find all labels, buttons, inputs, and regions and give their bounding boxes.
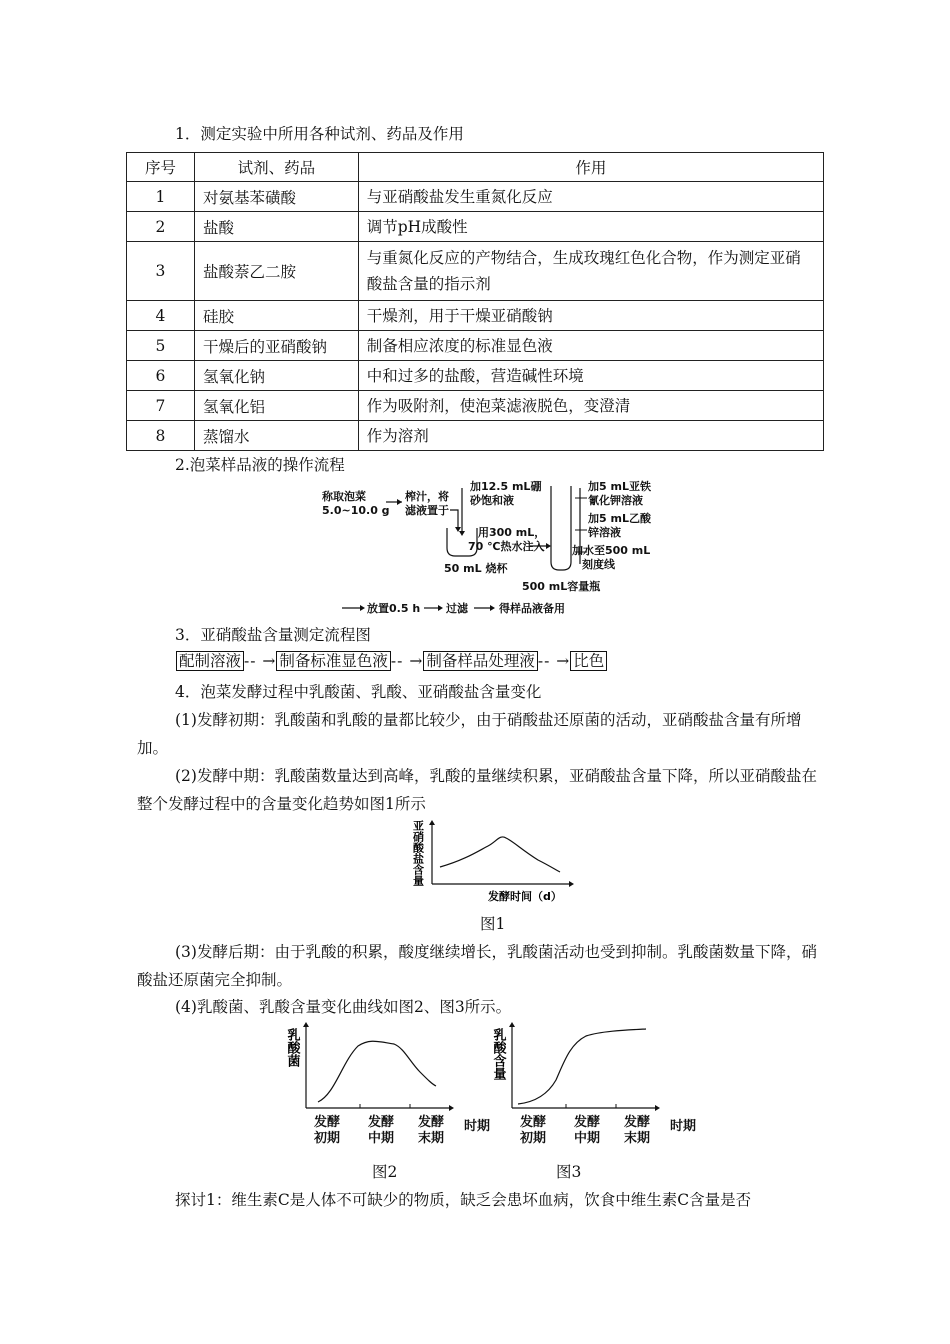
section-3-heading: 3．亚硝酸盐含量测定流程图 xyxy=(175,626,371,644)
beaker-label: 50 mL 烧杯 xyxy=(444,562,508,575)
figure-1-caption: 图1 xyxy=(480,915,506,933)
table-cell: 盐酸萘乙二胺 xyxy=(194,242,358,301)
reagents-table xyxy=(126,152,824,451)
figure-3-chart xyxy=(486,1022,726,1156)
table-cell: 与重氮化反应的产物结合，生成玫瑰红色化合物，作为测定亚硝酸盐含量的指示剂 xyxy=(358,242,823,301)
measurement-flow xyxy=(176,649,607,671)
table-cell: 7 xyxy=(127,391,195,421)
filter-label: 过滤 xyxy=(446,602,468,615)
ferro-label-2: 氰化钾溶液 xyxy=(588,494,643,507)
table-cell: 8 xyxy=(127,421,195,451)
table-header-cell: 试剂、药品 xyxy=(194,153,358,182)
table-row xyxy=(127,182,824,212)
table-cell: 6 xyxy=(127,361,195,391)
section-1-heading: 1．测定实验中所用各种试剂、药品及作用 xyxy=(175,125,464,143)
discussion-text: 探讨1：维生素C是人体不可缺少的物质，缺乏会患坏血病，饮食中维生素C含量是否 xyxy=(175,1191,752,1209)
table-cell: 硅胶 xyxy=(194,301,358,331)
x-tick-label: 末期 xyxy=(624,1131,651,1146)
lactobacillus-curve xyxy=(318,1041,436,1102)
fill-label: 加水至500 mL xyxy=(572,544,651,557)
zinc-label: 加5 mL乙酸 xyxy=(588,512,651,525)
x-axis-label: 时期 xyxy=(670,1119,697,1134)
table-cell: 4 xyxy=(127,301,195,331)
flow-arrow: -- → xyxy=(244,652,277,670)
weigh-amount: 5.0~10.0 g xyxy=(322,504,390,517)
table-cell: 盐酸 xyxy=(194,212,358,242)
weigh-label: 称取泡菜 xyxy=(322,490,366,503)
fig2-ylabel: 乳酸菌 xyxy=(284,1028,300,1067)
zinc-label-2: 锌溶液 xyxy=(588,526,621,539)
arrowhead xyxy=(546,543,551,549)
x-tick-label: 初期 xyxy=(520,1131,547,1146)
y-axis-arrow xyxy=(509,1022,515,1027)
arrowhead xyxy=(490,605,495,611)
flow-arrow: -- → xyxy=(537,652,571,670)
table-cell: 对氨基苯磺酸 xyxy=(194,182,358,212)
table-cell: 氢氧化钠 xyxy=(194,361,358,391)
borax-label: 加12.5 mL硼 xyxy=(470,480,542,493)
table-cell: 2 xyxy=(127,212,195,242)
x-axis-arrow xyxy=(569,881,574,887)
table-row xyxy=(127,301,824,331)
x-tick-label: 发酵 xyxy=(314,1115,341,1130)
table-cell: 1 xyxy=(127,182,195,212)
table-cell: 调节pH成酸性 xyxy=(358,212,823,242)
x-tick-label: 初期 xyxy=(314,1131,341,1146)
water-label: 用300 mL， xyxy=(478,526,546,539)
ferro-label: 加5 mL亚铁 xyxy=(588,480,651,493)
arrowhead xyxy=(459,531,465,536)
result-label: 得样品液备用 xyxy=(499,602,565,615)
fig3-ylabel: 乳酸含量 xyxy=(490,1028,506,1080)
figure-2-caption: 图2 xyxy=(372,1163,398,1181)
y-axis-arrow xyxy=(303,1022,309,1027)
figure-1-chart xyxy=(410,820,580,912)
table-cell: 与亚硝酸盐发生重氮化反应 xyxy=(358,182,823,212)
table-cell: 干燥后的亚硝酸钠 xyxy=(194,331,358,361)
section-4-heading: 4．泡菜发酵过程中乳酸菌、乳酸、亚硝酸盐含量变化 xyxy=(175,683,542,701)
borax-label-2: 砂饱和液 xyxy=(470,494,514,507)
flask-label: 500 mL容量瓶 xyxy=(522,580,601,593)
x-axis-arrow xyxy=(449,1105,454,1111)
flow-step: 比色 xyxy=(570,651,607,671)
table-row xyxy=(127,331,824,361)
table-cell: 作为吸附剂，使泡菜滤液脱色，变澄清 xyxy=(358,391,823,421)
figure-3-caption: 图3 xyxy=(556,1163,582,1181)
x-axis-arrow xyxy=(655,1105,660,1111)
juice-label: 榨汁，将 xyxy=(405,490,449,503)
table-cell: 5 xyxy=(127,331,195,361)
table-cell: 制备相应浓度的标准显色液 xyxy=(358,331,823,361)
y-axis-arrow xyxy=(429,820,435,825)
paragraph-curves: (4)乳酸菌、乳酸含量变化曲线如图2、图3所示。 xyxy=(175,998,512,1016)
arrowhead xyxy=(397,499,402,505)
x-tick-label: 发酵 xyxy=(624,1115,651,1130)
flask-icon xyxy=(551,486,571,570)
table-header-cell: 作用 xyxy=(358,153,823,182)
flow-step: 制备标准显色液 xyxy=(276,651,391,671)
fig1-xlabel: 发酵时间（d） xyxy=(488,890,562,903)
table-row xyxy=(127,212,824,242)
flow-arrow: -- → xyxy=(390,652,424,670)
rest-label: 放置0.5 h xyxy=(367,602,421,615)
juice-label-2: 滤液置于 xyxy=(405,504,449,517)
paragraph-early-stage: (1)发酵初期：乳酸菌和乳酸的量都比较少，由于硝酸盐还原菌的活动，亚硝酸盐含量有所增加。 xyxy=(137,711,802,757)
fig1-ylabel: 亚硝酸盐含量 xyxy=(411,820,425,886)
x-tick-label: 发酵 xyxy=(520,1115,547,1130)
table-header-cell: 序号 xyxy=(127,153,195,182)
water-label-2: 70 ℃热水注入 xyxy=(468,540,545,553)
nitrite-curve xyxy=(440,837,560,872)
x-tick-label: 中期 xyxy=(368,1131,395,1146)
x-tick-label: 末期 xyxy=(418,1131,445,1146)
paragraph-middle-stage: (2)发酵中期：乳酸菌数量达到高峰，乳酸的量继续积累，亚硝酸盐含量下降，所以亚硝酸盐在整个发酵过程中的含量变化趋势如图1所示 xyxy=(137,767,817,813)
table-row xyxy=(127,391,824,421)
table-cell: 中和过多的盐酸，营造碱性环境 xyxy=(358,361,823,391)
flow-step: 配制溶液 xyxy=(176,651,244,671)
table-row xyxy=(127,421,824,451)
fill-label-2: 刻度线 xyxy=(582,558,615,571)
x-tick-label: 中期 xyxy=(574,1131,601,1146)
lactic-acid-curve xyxy=(518,1029,646,1104)
paragraph-late-stage: (3)发酵后期：由于乳酸的积累，酸度继续增长，乳酸菌活动也受到抑制。乳酸菌数量下降，硝酸盐还原菌完全抑制。 xyxy=(137,943,817,989)
x-tick-label: 发酵 xyxy=(574,1115,601,1130)
sample-flow-diagram xyxy=(310,478,680,616)
flow-step: 制备样品处理液 xyxy=(423,651,538,671)
arrowhead xyxy=(360,605,365,611)
x-tick-label: 发酵 xyxy=(418,1115,445,1130)
figure-2-chart xyxy=(280,1022,520,1156)
arrowhead xyxy=(438,605,443,611)
x-axis-label: 时期 xyxy=(464,1119,491,1134)
x-tick-label: 发酵 xyxy=(368,1115,395,1130)
table-cell: 氢氧化铝 xyxy=(194,391,358,421)
arrow-line xyxy=(450,510,458,528)
table-cell: 蒸馏水 xyxy=(194,421,358,451)
table-cell: 干燥剂，用于干燥亚硝酸钠 xyxy=(358,301,823,331)
table-row xyxy=(127,361,824,391)
table-cell: 3 xyxy=(127,242,195,301)
table-cell: 作为溶剂 xyxy=(358,421,823,451)
section-2-heading: 2.泡菜样品液的操作流程 xyxy=(175,456,345,474)
table-header-row xyxy=(127,153,824,182)
table-row xyxy=(127,242,824,301)
